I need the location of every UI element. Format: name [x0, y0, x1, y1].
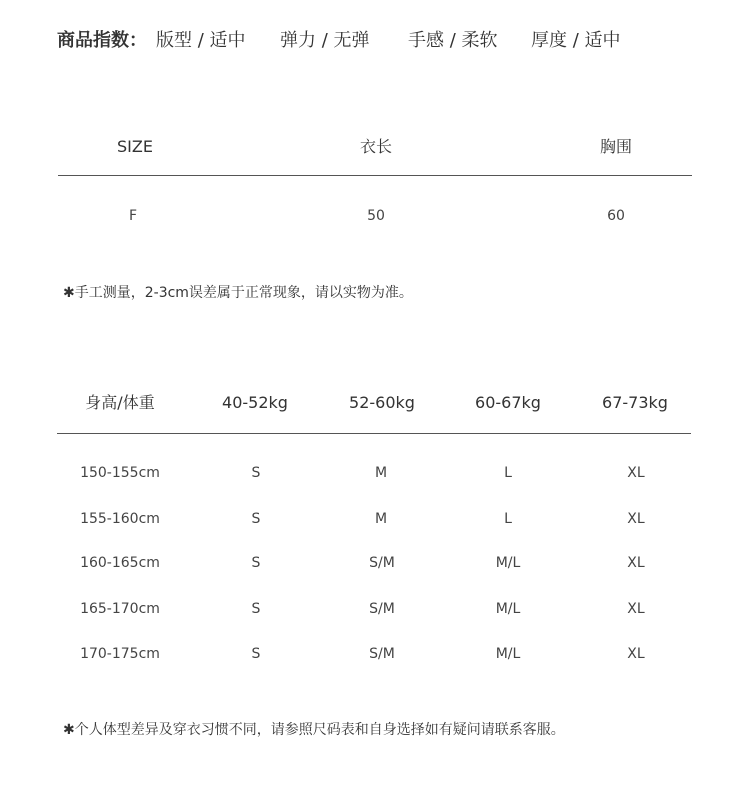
recommend-table-cell: M	[374, 465, 388, 481]
recommend-table-header: 身高/体重	[85, 393, 155, 412]
index-elasticity: 弹力 / 无弹	[280, 30, 370, 51]
recommend-table-header: 60-67kg	[475, 393, 541, 412]
recommend-table-cell: S	[251, 555, 261, 571]
recommend-table-cell: S	[251, 646, 261, 662]
recommend-table-cell: XL	[627, 601, 645, 617]
recommend-table-cell: L	[504, 465, 512, 481]
size-table-header: 衣长	[359, 137, 393, 156]
recommend-table-cell: XL	[627, 511, 645, 527]
index-feel: 手感 / 柔软	[408, 30, 498, 51]
product-index-label: 商品指数：	[57, 30, 147, 51]
size-table-header: 胸围	[599, 137, 633, 156]
recommend-table-cell: M/L	[495, 555, 521, 571]
recommend-table-cell: S	[251, 511, 261, 527]
size-advice-note: ✱个人体型差异及穿衣习惯不同，请参照尺码表和自身选择如有疑问请联系客服。	[63, 722, 565, 738]
recommend-table-cell: S/M	[369, 601, 395, 617]
recommend-table-cell: M/L	[495, 646, 521, 662]
size-table-cell: 50	[367, 208, 385, 224]
recommend-table-cell: XL	[627, 465, 645, 481]
index-fit: 版型 / 适中	[156, 30, 246, 51]
recommend-table-header: 67-73kg	[602, 393, 668, 412]
recommend-table-cell: 170-175cm	[80, 646, 160, 662]
recommend-table-cell: S/M	[369, 646, 395, 662]
recommend-table-cell: S/M	[369, 555, 395, 571]
size-table-cell: F	[128, 208, 138, 224]
recommend-table-cell: XL	[627, 646, 645, 662]
recommend-table-cell: 155-160cm	[80, 511, 160, 527]
measurement-note: ✱手工测量，2-3cm误差属于正常现象，请以实物为准。	[63, 285, 413, 301]
recommend-table-divider	[57, 433, 691, 434]
recommend-table-cell: S	[251, 601, 261, 617]
recommend-table-header: 52-60kg	[349, 393, 415, 412]
size-table-cell: 60	[607, 208, 625, 224]
index-thickness: 厚度 / 适中	[531, 30, 621, 51]
recommend-table-cell: L	[504, 511, 512, 527]
recommend-table-cell: 165-170cm	[80, 601, 160, 617]
recommend-table-cell: M	[374, 511, 388, 527]
recommend-table-header: 40-52kg	[222, 393, 288, 412]
size-table-divider	[58, 175, 692, 176]
size-table-header: SIZE	[117, 137, 153, 156]
recommend-table-cell: 150-155cm	[80, 465, 160, 481]
recommend-table-cell: M/L	[495, 601, 521, 617]
recommend-table-cell: S	[251, 465, 261, 481]
recommend-table-cell: XL	[627, 555, 645, 571]
recommend-table-cell: 160-165cm	[80, 555, 160, 571]
